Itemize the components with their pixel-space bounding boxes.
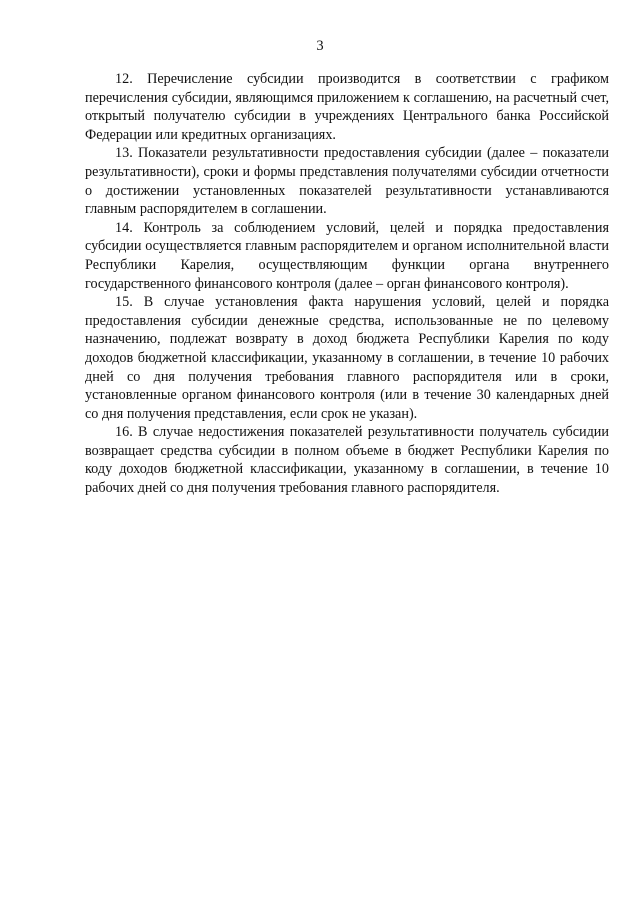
document-body bbox=[85, 70, 609, 498]
page-number: 3 bbox=[316, 38, 324, 54]
paragraph-15: 15. В случае установления факта нарушения условий, целей и порядка предоставления субсидии денежные средства, использованные не по целевому назначению, подлежат возврату в доход бюджета Республики Карелия по коду доходов бюджетной классификации, указанному в соглашении, в течение 10 рабочих дней со дня получения требования главного распорядителя или в сроки, установленные органом финансового контроля (или в течение 30 календарных дней со дня получения представления, если срок не указан). bbox=[85, 294, 609, 422]
paragraph-13: 13. Показатели результативности предоставления субсидии (далее – показатели результативности), сроки и формы представления получателями субсидии отчетности о достижении установленных показателей результативности устанавливаются главным распорядителем в соглашении. bbox=[85, 145, 609, 218]
paragraph-14: 14. Контроль за соблюдением условий, целей и порядка предоставления субсидии осуществляется главным распорядителем и органом исполнительной власти Республики Карелия, осуществляющим функции органа внутреннего государственного финансового контроля (далее – орган финансового контроля). bbox=[85, 219, 609, 292]
paragraph-16: 16. В случае недостижения показателей результативности получатель субсидии возвращает средства субсидии в полном объеме в бюджет Республики Карелия по коду доходов бюджетной классификации, указанному в соглашении, в течение 10 рабочих дней со дня получения требования главного распорядителя. bbox=[85, 424, 609, 497]
paragraph-12: 12. Перечисление субсидии производится в соответствии с графиком перечисления субсидии, являющимся приложением к соглашению, на расчетный счет, открытый получателю субсидии в учреждениях Центрального банка Российской Федерации или кредитных организациях. bbox=[85, 71, 609, 143]
